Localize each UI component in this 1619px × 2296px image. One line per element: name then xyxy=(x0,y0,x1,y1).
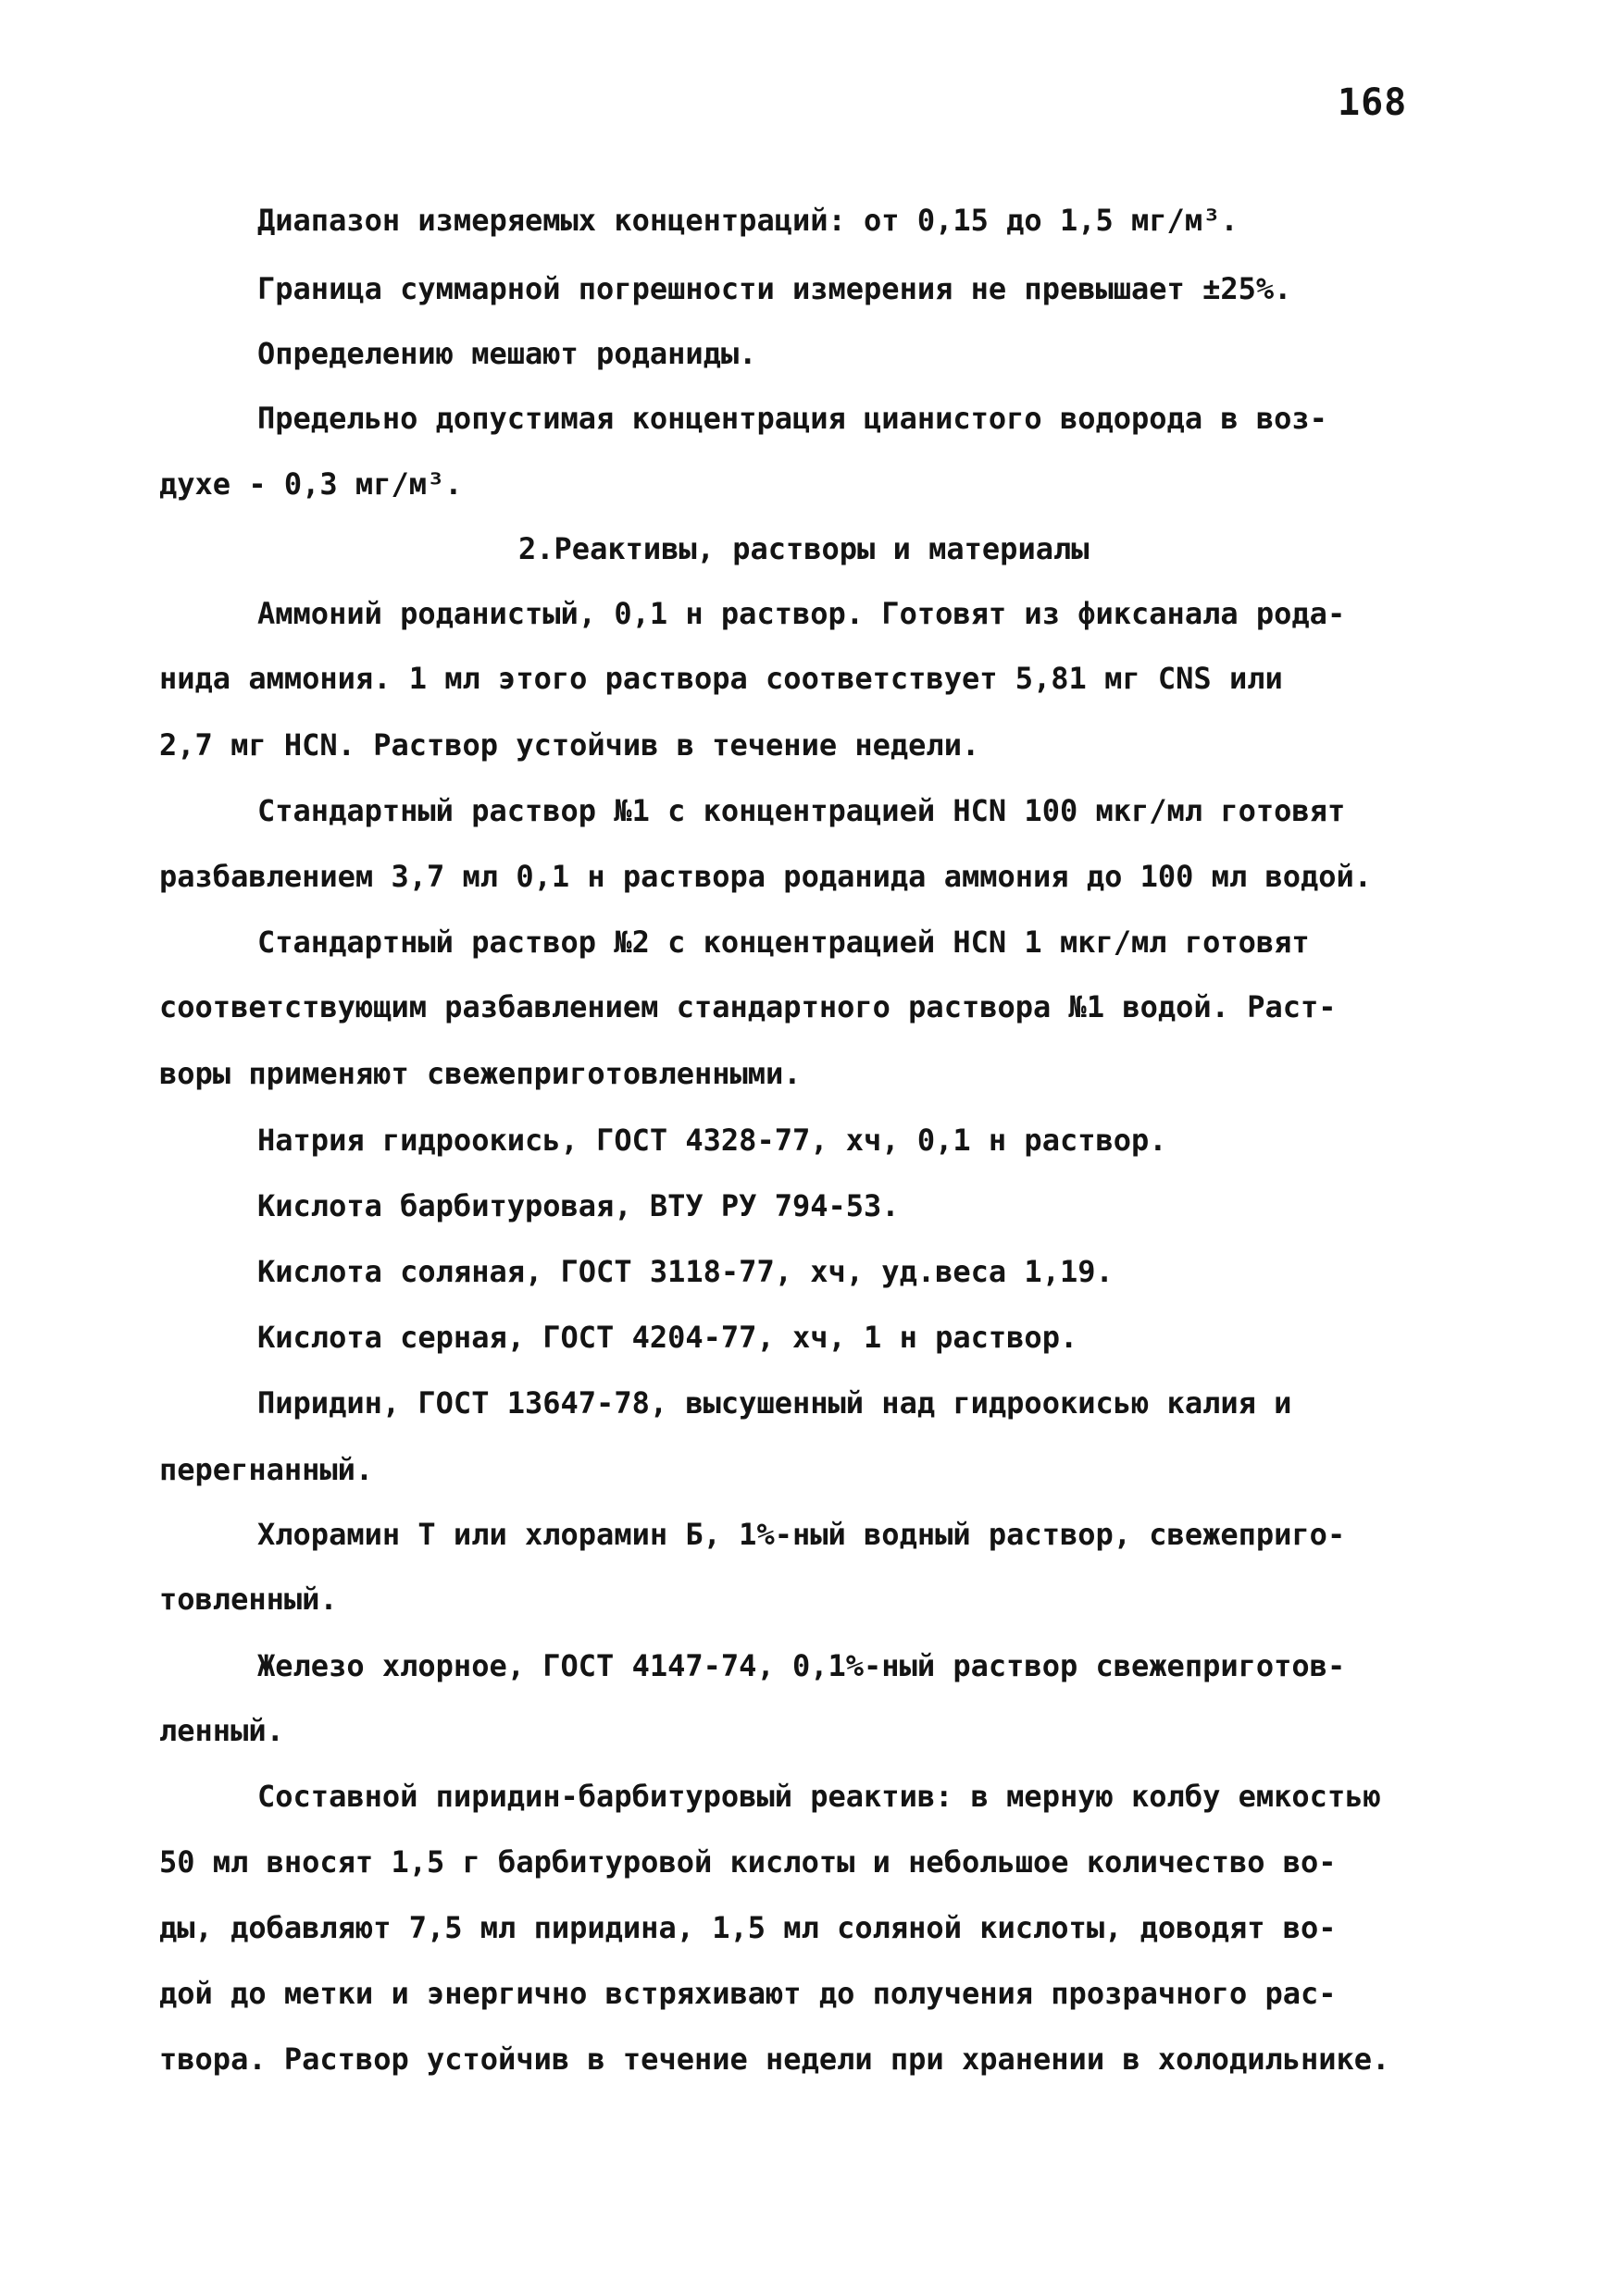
text-line: разбавлением 3,7 мл 0,1 н раствора роданида аммония до 100 мл водой. xyxy=(159,859,1373,894)
text-line: Кислота барбитуровая, ВТУ РУ 794-53. xyxy=(257,1188,900,1223)
text-line: Стандартный раствор №2 с концентрацией HCN 1 мкг/мл готовят xyxy=(257,925,1310,960)
text-line: Аммоний роданистый, 0,1 н раствор. Готовят из фиксанала рода- xyxy=(257,596,1346,631)
text-line: ды, добавляют 7,5 мл пиридина, 1,5 мл соляной кислоты, доводят во- xyxy=(159,1910,1337,1945)
text-line: дой до метки и энергично встряхивают до получения прозрачного рас- xyxy=(159,1976,1337,2011)
text-line: Железо хлорное, ГОСТ 4147-74, 0,1%-ный раствор свежеприготов- xyxy=(257,1648,1346,1683)
text-line: Кислота соляная, ГОСТ 3118-77, хч, уд.веса 1,19. xyxy=(257,1254,1114,1289)
text-line: ленный. xyxy=(159,1713,284,1748)
text-line: 50 мл вносят 1,5 г барбитуровой кислоты и небольшое количество во- xyxy=(159,1844,1337,1880)
text-line: Граница суммарной погрешности измерения не превышает ±25%. xyxy=(257,271,1292,306)
text-line: Диапазон измеряемых концентраций: от 0,15 до 1,5 мг/м³. xyxy=(257,203,1239,238)
text-line: Определению мешают роданиды. xyxy=(257,336,757,371)
text-line: товленный. xyxy=(159,1582,338,1617)
text-line: перегнанный. xyxy=(159,1452,374,1487)
text-line: Хлорамин Т или хлорамин Б, 1%-ный водный раствор, свежеприго- xyxy=(257,1517,1346,1552)
text-line: духе - 0,3 мг/м³. xyxy=(159,466,463,502)
text-line: Предельно допустимая концентрация цианистого водорода в воз- xyxy=(257,401,1327,436)
text-line: 2,7 мг HCN. Раствор устойчив в течение недели. xyxy=(159,727,980,763)
text-line: Стандартный раствор №1 с концентрацией HCN 100 мкг/мл готовят xyxy=(257,793,1346,828)
text-line: соответствующим разбавлением стандартного раствора №1 водой. Раст- xyxy=(159,989,1337,1024)
page-number: 168 xyxy=(1338,81,1408,124)
text-line: воры применяют свежеприготовленными. xyxy=(159,1056,802,1091)
text-line: твора. Раствор устойчив в течение недели при хранении в холодильнике. xyxy=(159,2042,1390,2077)
text-line: Кислота серная, ГОСТ 4204-77, хч, 1 н раствор. xyxy=(257,1320,1078,1355)
text-line: Натрия гидроокись, ГОСТ 4328-77, хч, 0,1 н раствор. xyxy=(257,1123,1167,1158)
text-line: Составной пиридин-барбитуровый реактив: в мерную колбу емкостью xyxy=(257,1779,1381,1814)
text-line: нида аммония. 1 мл этого раствора соответствует 5,81 мг CNS или xyxy=(159,661,1283,696)
text-line: Пиридин, ГОСТ 13647-78, высушенный над гидроокисью калия и xyxy=(257,1385,1292,1421)
section-heading: 2.Реактивы, растворы и материалы xyxy=(518,531,1090,566)
